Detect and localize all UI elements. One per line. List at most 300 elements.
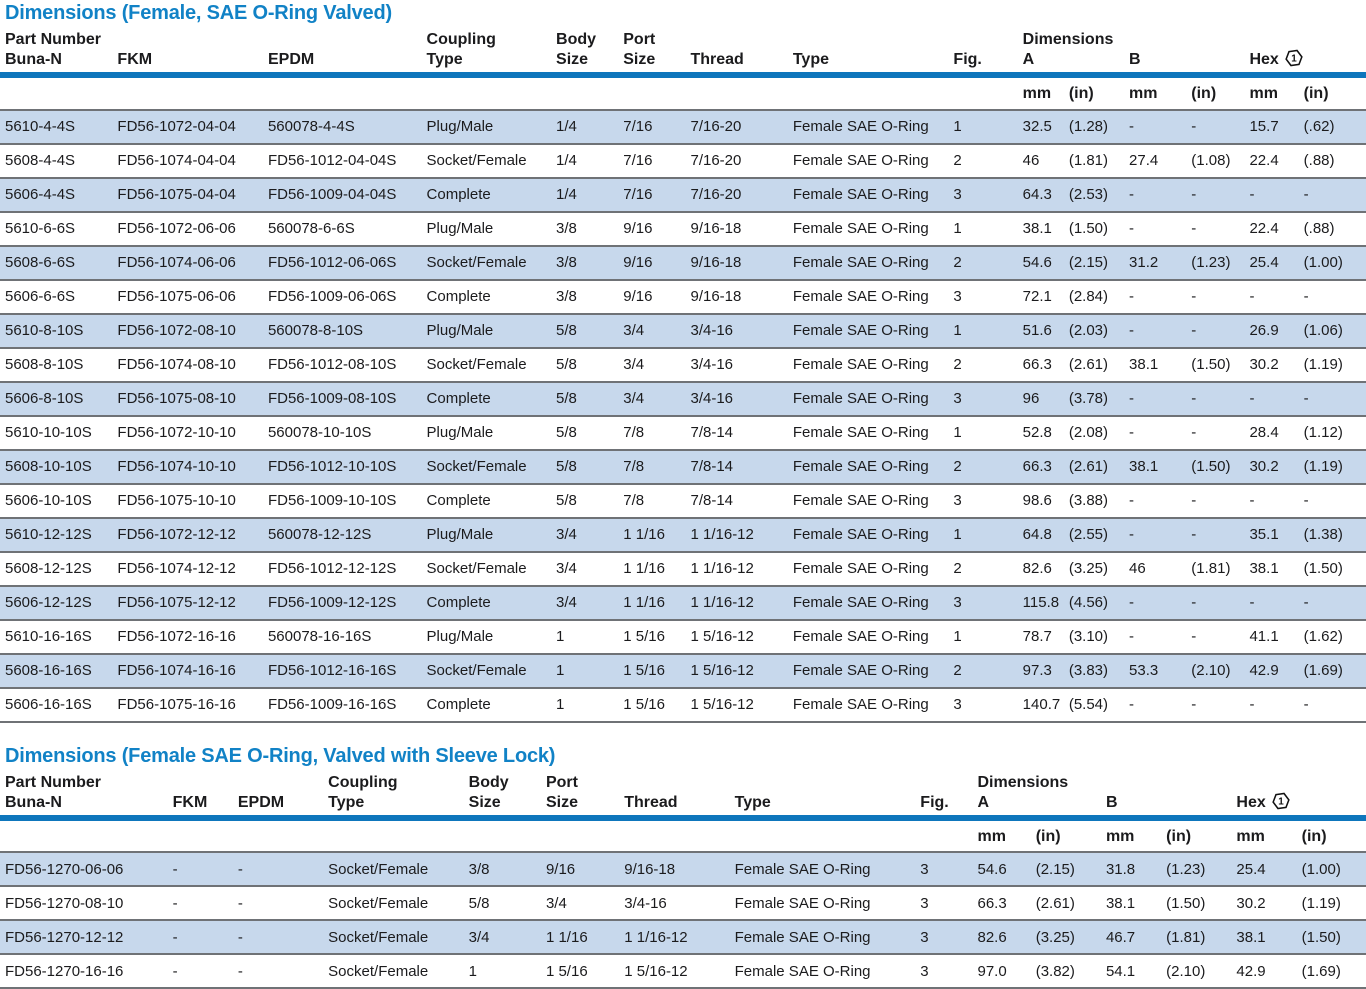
table-cell: 1 1/16-12 bbox=[688, 552, 790, 586]
table-row bbox=[0, 144, 1366, 178]
table-cell: 5608-10-10S bbox=[0, 450, 115, 484]
table-cell: 97.3 bbox=[1021, 654, 1067, 688]
table-row bbox=[0, 416, 1366, 450]
table-cell: 3/4 bbox=[544, 886, 622, 920]
table-cell: - bbox=[1189, 382, 1247, 416]
table-cell: Female SAE O-Ring bbox=[733, 886, 919, 920]
table-cell: Female SAE O-Ring bbox=[791, 416, 952, 450]
table-cell: 1 5/16 bbox=[544, 954, 622, 988]
table-cell: 5608-12-12S bbox=[0, 552, 115, 586]
table2-body bbox=[0, 852, 1366, 988]
table-cell: (1.28) bbox=[1067, 110, 1127, 144]
fig-header: Fig. bbox=[918, 792, 975, 818]
table-cell: 560078-4-4S bbox=[266, 110, 425, 144]
table-cell: 31.2 bbox=[1127, 246, 1189, 280]
table-cell: (1.69) bbox=[1300, 954, 1366, 988]
table-cell: 7/16 bbox=[621, 144, 688, 178]
table-cell: 1/4 bbox=[554, 144, 621, 178]
table-cell: 1 5/16-12 bbox=[688, 620, 790, 654]
table-cell: Female SAE O-Ring bbox=[733, 954, 919, 988]
table-cell: 5606-12-12S bbox=[0, 586, 115, 620]
table-cell: 5/8 bbox=[554, 348, 621, 382]
table-cell: FD56-1074-08-10 bbox=[115, 348, 266, 382]
table-cell: Female SAE O-Ring bbox=[791, 212, 952, 246]
a-in-header: (in) bbox=[1067, 75, 1127, 110]
table-cell: - bbox=[171, 954, 236, 988]
table-row bbox=[0, 212, 1366, 246]
b-mm-header: mm bbox=[1127, 75, 1189, 110]
table-cell: 9/16 bbox=[544, 852, 622, 886]
table-cell: Complete bbox=[425, 586, 554, 620]
table-cell: Socket/Female bbox=[326, 852, 467, 886]
table-cell: (1.50) bbox=[1300, 920, 1366, 954]
table-cell: 25.4 bbox=[1234, 852, 1299, 886]
spacer bbox=[622, 772, 732, 792]
table-cell: 5/8 bbox=[554, 314, 621, 348]
table-cell: 1/4 bbox=[554, 110, 621, 144]
thread-header: Thread bbox=[622, 792, 732, 818]
table-cell: 32.5 bbox=[1021, 110, 1067, 144]
table-cell: - bbox=[1302, 382, 1366, 416]
table-cell: 54.1 bbox=[1104, 954, 1164, 988]
table-cell: 5610-16-16S bbox=[0, 620, 115, 654]
dim-a-header: A bbox=[976, 792, 1104, 818]
table-cell: Female SAE O-Ring bbox=[791, 314, 952, 348]
table-cell: Socket/Female bbox=[326, 954, 467, 988]
table-cell: (.88) bbox=[1302, 144, 1366, 178]
table-cell: FD56-1009-06-06S bbox=[266, 280, 425, 314]
table-cell: 72.1 bbox=[1021, 280, 1067, 314]
table-row bbox=[0, 586, 1366, 620]
table-cell: - bbox=[1189, 586, 1247, 620]
table-cell: 3 bbox=[951, 484, 1020, 518]
table-cell: FD56-1075-10-10 bbox=[115, 484, 266, 518]
table-cell: Female SAE O-Ring bbox=[791, 586, 952, 620]
table-cell: (3.25) bbox=[1067, 552, 1127, 586]
table-cell: 28.4 bbox=[1247, 416, 1301, 450]
table-cell: Female SAE O-Ring bbox=[791, 246, 952, 280]
spacer bbox=[918, 772, 975, 792]
table-cell: FD56-1009-04-04S bbox=[266, 178, 425, 212]
table-cell: 82.6 bbox=[976, 920, 1034, 954]
table-cell: 22.4 bbox=[1247, 212, 1301, 246]
table-cell: FD56-1012-08-10S bbox=[266, 348, 425, 382]
coupling-header: Coupling bbox=[326, 772, 467, 792]
table-cell: 3 bbox=[918, 886, 975, 920]
table-cell: 46.7 bbox=[1104, 920, 1164, 954]
table-cell: (2.61) bbox=[1067, 348, 1127, 382]
table-cell: 560078-8-10S bbox=[266, 314, 425, 348]
table-cell: - bbox=[1302, 688, 1366, 722]
table-cell: (1.19) bbox=[1300, 886, 1366, 920]
valved-dimensions-table bbox=[0, 29, 1366, 723]
table-cell: 38.1 bbox=[1234, 920, 1299, 954]
table-cell: FD56-1009-08-10S bbox=[266, 382, 425, 416]
table-cell: 53.3 bbox=[1127, 654, 1189, 688]
table-cell: Complete bbox=[425, 484, 554, 518]
table-cell: 1 5/16-12 bbox=[622, 954, 732, 988]
table-cell: 115.8 bbox=[1021, 586, 1067, 620]
table-cell: (2.55) bbox=[1067, 518, 1127, 552]
table-cell: (2.84) bbox=[1067, 280, 1127, 314]
table-cell: 42.9 bbox=[1247, 654, 1301, 688]
table-cell: 1 bbox=[951, 620, 1020, 654]
table-cell: 1 5/16 bbox=[621, 688, 688, 722]
spacer bbox=[688, 29, 790, 49]
table-cell: (2.15) bbox=[1067, 246, 1127, 280]
table-cell: 9/16-18 bbox=[622, 852, 732, 886]
table-cell: FD56-1074-04-04 bbox=[115, 144, 266, 178]
table-cell: (3.82) bbox=[1034, 954, 1104, 988]
table-cell: FD56-1075-04-04 bbox=[115, 178, 266, 212]
spacer bbox=[791, 29, 952, 49]
table-cell: 3/4 bbox=[554, 518, 621, 552]
part-number-header: Part Number bbox=[0, 29, 425, 49]
table-cell: 5610-4-4S bbox=[0, 110, 115, 144]
table-cell: (1.19) bbox=[1302, 450, 1366, 484]
table-cell: - bbox=[236, 852, 326, 886]
table-cell: Complete bbox=[425, 382, 554, 416]
table-cell: 97.0 bbox=[976, 954, 1034, 988]
type-header: Type bbox=[791, 49, 952, 75]
table-cell: FD56-1074-10-10 bbox=[115, 450, 266, 484]
table-cell: 140.7 bbox=[1021, 688, 1067, 722]
table-cell: (4.56) bbox=[1067, 586, 1127, 620]
table-cell: (1.23) bbox=[1189, 246, 1247, 280]
table-row bbox=[0, 654, 1366, 688]
table-cell: (1.69) bbox=[1302, 654, 1366, 688]
table-cell: FD56-1075-06-06 bbox=[115, 280, 266, 314]
table-cell: - bbox=[1247, 178, 1301, 212]
hex-header bbox=[1234, 792, 1366, 818]
table-cell: 3/8 bbox=[554, 212, 621, 246]
table-cell: 1 bbox=[554, 688, 621, 722]
table-cell: 5606-6-6S bbox=[0, 280, 115, 314]
table-cell: - bbox=[236, 886, 326, 920]
table-cell: Socket/Female bbox=[425, 144, 554, 178]
table-cell: (3.10) bbox=[1067, 620, 1127, 654]
table-cell: Socket/Female bbox=[425, 552, 554, 586]
table-cell: 66.3 bbox=[1021, 348, 1067, 382]
body-header: Body bbox=[467, 772, 544, 792]
table-cell: - bbox=[171, 886, 236, 920]
table-cell: 9/16-18 bbox=[688, 212, 790, 246]
buna-n-header: Buna-N bbox=[0, 792, 171, 818]
table-cell: Female SAE O-Ring bbox=[733, 852, 919, 886]
table-cell: - bbox=[1127, 518, 1189, 552]
table-cell: Complete bbox=[425, 178, 554, 212]
table-cell: 2 bbox=[951, 552, 1020, 586]
hex-mm-header: mm bbox=[1234, 818, 1299, 853]
table1-body bbox=[0, 110, 1366, 722]
table-cell: FD56-1072-12-12 bbox=[115, 518, 266, 552]
table-row bbox=[0, 110, 1366, 144]
table-cell: 9/16 bbox=[621, 212, 688, 246]
hex-label: Hex bbox=[1249, 51, 1278, 68]
table-cell: (3.78) bbox=[1067, 382, 1127, 416]
table-cell: - bbox=[1247, 382, 1301, 416]
table-cell: 38.1 bbox=[1021, 212, 1067, 246]
table-cell: FD56-1074-06-06 bbox=[115, 246, 266, 280]
table-row bbox=[0, 886, 1366, 920]
table-cell: Socket/Female bbox=[326, 920, 467, 954]
table-cell: (.88) bbox=[1302, 212, 1366, 246]
table-cell: Plug/Male bbox=[425, 110, 554, 144]
table-cell: (1.08) bbox=[1189, 144, 1247, 178]
table-cell: - bbox=[1189, 416, 1247, 450]
table-cell: 9/16 bbox=[621, 246, 688, 280]
table-cell: 30.2 bbox=[1247, 450, 1301, 484]
dim-a-header: A bbox=[1021, 49, 1127, 75]
port-header: Port bbox=[544, 772, 622, 792]
table-cell: - bbox=[1189, 620, 1247, 654]
table-cell: 1 1/16 bbox=[621, 552, 688, 586]
spacer bbox=[0, 75, 1021, 110]
table-row bbox=[0, 852, 1366, 886]
table-cell: FD56-1075-16-16 bbox=[115, 688, 266, 722]
table-cell: - bbox=[1189, 484, 1247, 518]
table-cell: (1.81) bbox=[1189, 552, 1247, 586]
table-cell: 2 bbox=[951, 246, 1020, 280]
table-cell: 1 bbox=[951, 518, 1020, 552]
table-cell: Female SAE O-Ring bbox=[791, 654, 952, 688]
table2-title: Dimensions (Female SAE O-Ring, Valved with Sleeve Lock) bbox=[5, 745, 1366, 767]
table-cell: 9/16-18 bbox=[688, 246, 790, 280]
table-cell: 3/8 bbox=[467, 852, 544, 886]
body-header: Body bbox=[554, 29, 621, 49]
table-cell: 1 bbox=[951, 212, 1020, 246]
table-cell: (.62) bbox=[1302, 110, 1366, 144]
table-cell: (1.50) bbox=[1302, 552, 1366, 586]
table-cell: 52.8 bbox=[1021, 416, 1067, 450]
table-row bbox=[0, 178, 1366, 212]
fig-header: Fig. bbox=[951, 49, 1020, 75]
table-cell: FD56-1012-10-10S bbox=[266, 450, 425, 484]
table-cell: Socket/Female bbox=[326, 886, 467, 920]
table-cell: 42.9 bbox=[1234, 954, 1299, 988]
table-cell: 5610-8-10S bbox=[0, 314, 115, 348]
table-cell: 1 1/16 bbox=[621, 586, 688, 620]
table-cell: 5610-10-10S bbox=[0, 416, 115, 450]
coupling-header: Coupling bbox=[425, 29, 554, 49]
table-cell: 560078-10-10S bbox=[266, 416, 425, 450]
table-row bbox=[0, 484, 1366, 518]
table-cell: 38.1 bbox=[1247, 552, 1301, 586]
spacer bbox=[951, 29, 1020, 49]
table-cell: 560078-12-12S bbox=[266, 518, 425, 552]
table-cell: 1 bbox=[951, 314, 1020, 348]
table-cell: - bbox=[1127, 688, 1189, 722]
table-cell: FD56-1072-10-10 bbox=[115, 416, 266, 450]
table-cell: (3.83) bbox=[1067, 654, 1127, 688]
table-cell: 3 bbox=[918, 920, 975, 954]
table-cell: FD56-1270-16-16 bbox=[0, 954, 171, 988]
table-cell: - bbox=[1127, 110, 1189, 144]
table-cell: 9/16-18 bbox=[688, 280, 790, 314]
table-cell: 5608-16-16S bbox=[0, 654, 115, 688]
table-cell: (2.03) bbox=[1067, 314, 1127, 348]
table-cell: 5606-10-10S bbox=[0, 484, 115, 518]
table-cell: 1 5/16 bbox=[621, 654, 688, 688]
table-cell: 7/16-20 bbox=[688, 144, 790, 178]
b-in-header: (in) bbox=[1189, 75, 1247, 110]
table-cell: Female SAE O-Ring bbox=[791, 280, 952, 314]
table-cell: FD56-1072-06-06 bbox=[115, 212, 266, 246]
table-cell: 3/4-16 bbox=[688, 382, 790, 416]
table-cell: FD56-1012-16-16S bbox=[266, 654, 425, 688]
table-cell: (2.53) bbox=[1067, 178, 1127, 212]
table-cell: 3/4 bbox=[467, 920, 544, 954]
table-cell: - bbox=[1302, 280, 1366, 314]
table1-title: Dimensions (Female, SAE O-Ring Valved) bbox=[5, 2, 1366, 24]
table-cell: Plug/Male bbox=[425, 314, 554, 348]
table-cell: FD56-1072-16-16 bbox=[115, 620, 266, 654]
thread-header: Thread bbox=[688, 49, 790, 75]
table-cell: FD56-1012-12-12S bbox=[266, 552, 425, 586]
table-cell: Female SAE O-Ring bbox=[791, 518, 952, 552]
table-row bbox=[0, 382, 1366, 416]
table-cell: 2 bbox=[951, 144, 1020, 178]
table-cell: 5608-6-6S bbox=[0, 246, 115, 280]
dim-b-header: B bbox=[1127, 49, 1247, 75]
table-cell: FD56-1270-12-12 bbox=[0, 920, 171, 954]
table-cell: 1 bbox=[951, 416, 1020, 450]
table-cell: FD56-1075-12-12 bbox=[115, 586, 266, 620]
fkm-header: FKM bbox=[115, 49, 266, 75]
body-size-header: Size bbox=[467, 792, 544, 818]
table-cell: (1.50) bbox=[1189, 450, 1247, 484]
table-cell: 31.8 bbox=[1104, 852, 1164, 886]
table-cell: - bbox=[1127, 314, 1189, 348]
table-cell: 27.4 bbox=[1127, 144, 1189, 178]
table-cell: 7/8 bbox=[621, 416, 688, 450]
table-cell: - bbox=[171, 852, 236, 886]
table-cell: 1 bbox=[554, 620, 621, 654]
table-cell: - bbox=[1302, 178, 1366, 212]
table-cell: (5.54) bbox=[1067, 688, 1127, 722]
table-cell: - bbox=[1189, 178, 1247, 212]
table-cell: 3/4-16 bbox=[688, 348, 790, 382]
table-cell: 3/4 bbox=[621, 348, 688, 382]
table-cell: Socket/Female bbox=[425, 450, 554, 484]
hexagon-footnote-1-icon bbox=[1285, 49, 1303, 67]
table-cell: 1 1/16-12 bbox=[688, 518, 790, 552]
table-cell: Female SAE O-Ring bbox=[791, 144, 952, 178]
table-cell: 3 bbox=[951, 382, 1020, 416]
table-cell: FD56-1009-10-10S bbox=[266, 484, 425, 518]
table-cell: (1.19) bbox=[1302, 348, 1366, 382]
table-cell: - bbox=[1189, 280, 1247, 314]
table-cell: 64.8 bbox=[1021, 518, 1067, 552]
table-cell: 3 bbox=[951, 688, 1020, 722]
table-cell: 78.7 bbox=[1021, 620, 1067, 654]
table-cell: 1 bbox=[951, 110, 1020, 144]
table-cell: Female SAE O-Ring bbox=[791, 484, 952, 518]
table-cell: 5/8 bbox=[554, 450, 621, 484]
table-cell: (1.50) bbox=[1189, 348, 1247, 382]
table-cell: 1 1/16 bbox=[621, 518, 688, 552]
table-cell: 22.4 bbox=[1247, 144, 1301, 178]
table-cell: - bbox=[1247, 280, 1301, 314]
table-cell: FD56-1075-08-10 bbox=[115, 382, 266, 416]
body-size-header: Size bbox=[554, 49, 621, 75]
coupling-type-header: Type bbox=[425, 49, 554, 75]
table-cell: (2.10) bbox=[1189, 654, 1247, 688]
table-cell: - bbox=[1302, 586, 1366, 620]
table-row bbox=[0, 620, 1366, 654]
table-cell: 54.6 bbox=[976, 852, 1034, 886]
table-cell: 46 bbox=[1127, 552, 1189, 586]
table-cell: FD56-1009-12-12S bbox=[266, 586, 425, 620]
b-in-header: (in) bbox=[1164, 818, 1234, 853]
table-cell: 41.1 bbox=[1247, 620, 1301, 654]
table-cell: - bbox=[1127, 382, 1189, 416]
table-cell: 5606-8-10S bbox=[0, 382, 115, 416]
table-cell: (1.38) bbox=[1302, 518, 1366, 552]
table-row bbox=[0, 518, 1366, 552]
table-cell: (1.06) bbox=[1302, 314, 1366, 348]
table-cell: 1 5/16 bbox=[621, 620, 688, 654]
hexagon-footnote-1-icon bbox=[1272, 792, 1290, 810]
table-cell: - bbox=[1127, 586, 1189, 620]
table-cell: 3 bbox=[918, 954, 975, 988]
table-cell: 2 bbox=[951, 348, 1020, 382]
fkm-header: FKM bbox=[171, 792, 236, 818]
table-cell: FD56-1270-08-10 bbox=[0, 886, 171, 920]
table-cell: 7/8 bbox=[621, 484, 688, 518]
table-cell: Female SAE O-Ring bbox=[791, 688, 952, 722]
sleeve-lock-dimensions-table bbox=[0, 772, 1366, 989]
table-cell: (1.81) bbox=[1067, 144, 1127, 178]
table-cell: 560078-16-16S bbox=[266, 620, 425, 654]
table-cell: 3 bbox=[951, 280, 1020, 314]
table-cell: 3/4 bbox=[621, 314, 688, 348]
svg-text:1: 1 bbox=[1278, 796, 1284, 807]
table-cell: Female SAE O-Ring bbox=[791, 620, 952, 654]
table-cell: 25.4 bbox=[1247, 246, 1301, 280]
table-cell: FD56-1012-06-06S bbox=[266, 246, 425, 280]
table-cell: 5606-16-16S bbox=[0, 688, 115, 722]
table-cell: 38.1 bbox=[1104, 886, 1164, 920]
table-cell: (1.50) bbox=[1164, 886, 1234, 920]
table-cell: 96 bbox=[1021, 382, 1067, 416]
table-cell: 64.3 bbox=[1021, 178, 1067, 212]
table-cell: 7/16-20 bbox=[688, 110, 790, 144]
table-cell: 66.3 bbox=[1021, 450, 1067, 484]
table-cell: (1.62) bbox=[1302, 620, 1366, 654]
table-cell: Plug/Male bbox=[425, 620, 554, 654]
table-cell: 15.7 bbox=[1247, 110, 1301, 144]
hex-in-header: (in) bbox=[1300, 818, 1366, 853]
table-cell: FD56-1074-12-12 bbox=[115, 552, 266, 586]
table-row bbox=[0, 348, 1366, 382]
spacer bbox=[733, 772, 919, 792]
table-cell: 3 bbox=[951, 178, 1020, 212]
table-cell: 1 5/16-12 bbox=[688, 654, 790, 688]
table-cell: 3 bbox=[951, 586, 1020, 620]
table-cell: (2.15) bbox=[1034, 852, 1104, 886]
svg-text:1: 1 bbox=[1291, 54, 1297, 65]
table-cell: FD56-1074-16-16 bbox=[115, 654, 266, 688]
table-cell: 7/16 bbox=[621, 178, 688, 212]
table-cell: 3/4-16 bbox=[622, 886, 732, 920]
table-cell: Plug/Male bbox=[425, 212, 554, 246]
part-number-header: Part Number bbox=[0, 772, 326, 792]
port-size-header: Size bbox=[544, 792, 622, 818]
table-cell: (3.88) bbox=[1067, 484, 1127, 518]
a-in-header: (in) bbox=[1034, 818, 1104, 853]
table-cell: - bbox=[1189, 314, 1247, 348]
